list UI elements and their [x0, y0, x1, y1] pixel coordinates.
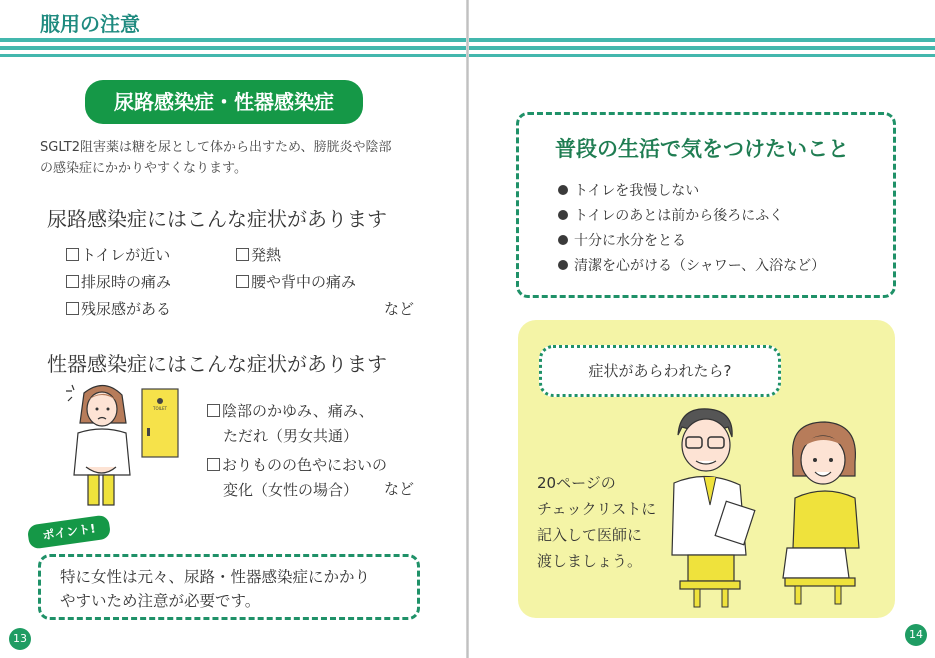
checkbox [236, 275, 249, 288]
intro-line: SGLT2阻害薬は糖を尿として体から出すため、膀胱炎や陰部 [40, 140, 392, 155]
tip-item: 十分に水分をとる [558, 230, 686, 250]
header-stripe [0, 54, 466, 57]
page-gutter [466, 0, 469, 658]
checkbox [66, 302, 79, 315]
advice-text: 20ページの チェックリストに 記入して医師に 渡しましょう。 [537, 474, 657, 570]
tip-item: トイレのあとは前から後ろにふく [558, 205, 783, 225]
uti-symptom: 排尿時の痛み [66, 271, 171, 292]
uti-etc: など [384, 300, 415, 318]
uti-symptom: 発熱 [236, 244, 281, 265]
topic-title-pill: 尿路感染症・性器感染症 [85, 80, 363, 124]
header-stripe [0, 38, 466, 42]
header-stripe [469, 38, 935, 42]
genital-symptom: 陰部のかゆみ、痛み、 ただれ（男女共通） [207, 399, 374, 449]
tip-item: トイレを我慢しない [558, 180, 699, 200]
section-title: 服用の注意 [40, 12, 140, 36]
checkbox [66, 248, 79, 261]
uti-symptom: 腰や背中の痛み [236, 271, 356, 292]
page-number: 13 [9, 628, 31, 650]
page-number: 14 [905, 624, 927, 646]
checkbox [207, 404, 220, 417]
checkbox [66, 275, 79, 288]
genital-symptom: おりものの色やにおいの 変化（女性の場合） [207, 453, 387, 503]
toilet-sign-text: TOILET [153, 406, 167, 411]
bullet-dot [558, 185, 568, 195]
genital-heading: 性器感染症にはこんな症状があります [47, 352, 387, 376]
tip-item: 清潔を心がける（シャワー、入浴など） [558, 255, 825, 275]
intro-text [40, 137, 460, 179]
uti-symptom: 残尿感がある [66, 298, 171, 319]
patient-illustration [775, 418, 875, 608]
point-label: ポイント! [27, 514, 112, 549]
header-stripe [469, 46, 935, 50]
point-text: 特に女性は元々、尿路・性器感染症にかかり やすいため注意が必要です。 [60, 568, 371, 610]
checkbox [236, 248, 249, 261]
header-stripe [469, 54, 935, 57]
bullet-dot [558, 235, 568, 245]
genital-etc: など [384, 480, 415, 498]
doctor-illustration [660, 405, 770, 610]
symptom-question: 症状があらわれたら? [539, 345, 781, 397]
tips-title: 普段の生活で気をつけたいこと [555, 137, 849, 161]
header-stripe [0, 46, 466, 50]
toilet-door-illustration [141, 388, 179, 458]
uti-heading: 尿路感染症にはこんな症状があります [47, 207, 387, 231]
checkbox [207, 458, 220, 471]
intro-line: の感染症にかかりやすくなります。 [40, 161, 247, 176]
uti-symptom: トイレが近い [66, 244, 170, 265]
bullet-dot [558, 260, 568, 270]
worried-woman-illustration [64, 383, 138, 513]
bullet-dot [558, 210, 568, 220]
